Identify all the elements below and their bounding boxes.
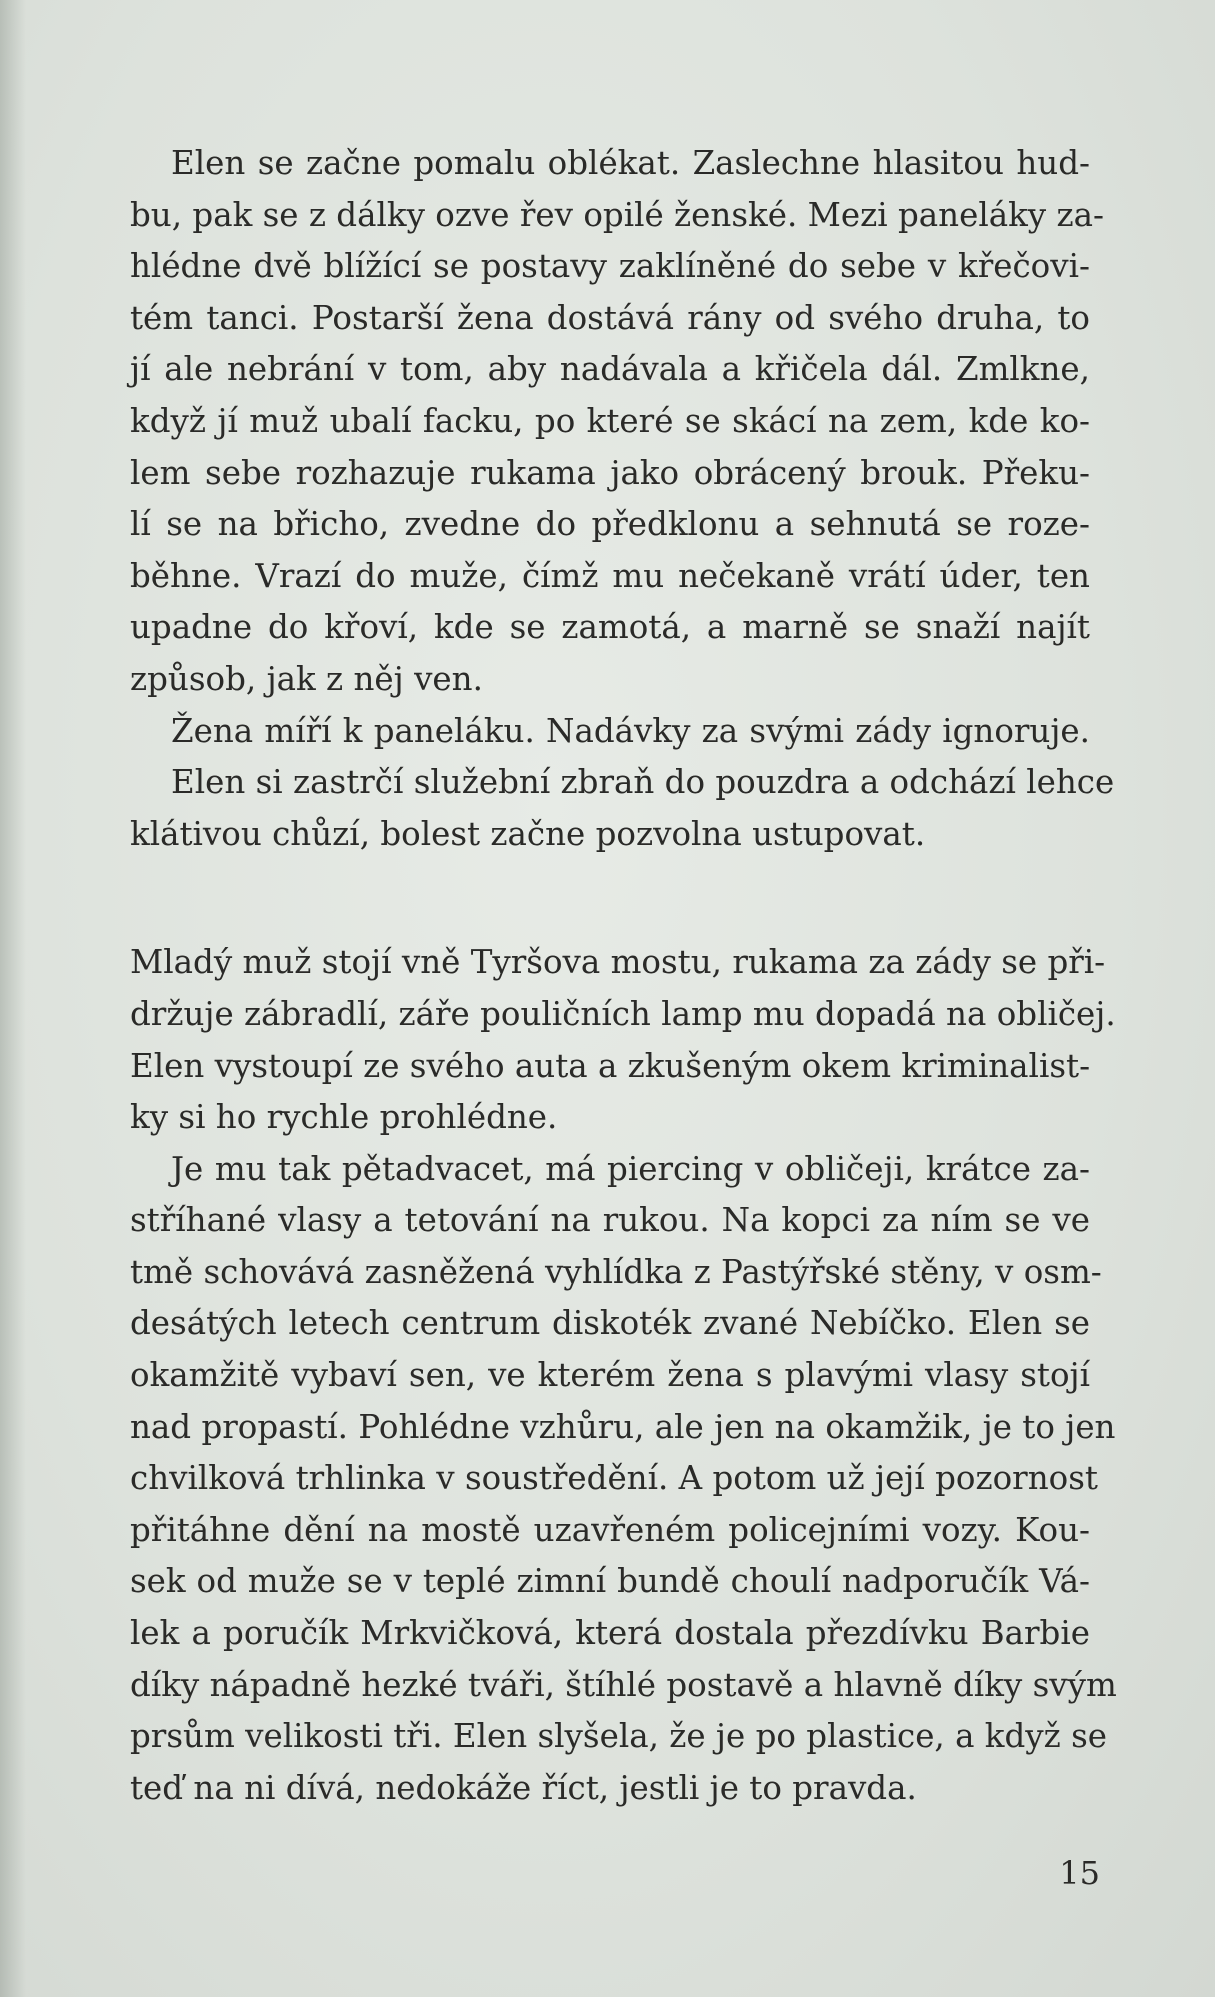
- text-line: bu, pak se z dálky ozve řev opilé ženské. Mezi paneláky za-: [130, 195, 1104, 234]
- paragraph-1: [130, 138, 1104, 706]
- text-line: prsům velikosti tři. Elen slyšela, že je po plastice, a když se: [130, 1717, 1108, 1756]
- text-line: teď na ni dívá, nedokáže říct, jestli je to pravda.: [130, 1768, 917, 1807]
- text-line: upadne do křoví, kde se zamotá, a marně se snaží najít: [130, 608, 1090, 647]
- paragraph-4: [130, 1144, 1117, 1815]
- section-break: [130, 860, 1090, 937]
- paragraph-2: [130, 706, 1115, 861]
- text-line: tmě schovává zasněžená vyhlídka z Pastýřské stěny, v osm-: [130, 1252, 1102, 1291]
- text-line: Žena míří k paneláku. Nadávky za svými zády ignoruje.: [171, 711, 1090, 750]
- text-line: běhne. Vrazí do muže, čímž mu nečekaně vrátí úder, ten: [130, 556, 1090, 595]
- text-line: Elen vystoupí ze svého auta a zkušeným okem kriminalist-: [130, 1046, 1091, 1085]
- text-line: když jí muž ubalí facku, po které se skácí na zem, kde ko-: [130, 401, 1090, 440]
- text-line: lek a poručík Mrkvičková, která dostala přezdívku Barbie: [130, 1614, 1090, 1653]
- text-line: stříhané vlasy a tetování na rukou. Na kopci za ním se ve: [130, 1201, 1090, 1240]
- text-line: lem sebe rozhazuje rukama jako obrácený brouk. Překu-: [130, 453, 1090, 492]
- text-line: přitáhne dění na mostě uzavřeném policejními vozy. Kou-: [130, 1510, 1090, 1549]
- text-line: nad propastí. Pohlédne vzhůru, ale jen na okamžik, je to jen: [130, 1407, 1116, 1446]
- text-line: držuje zábradlí, záře pouličních lamp mu dopadá na obličej.: [130, 994, 1116, 1033]
- page-edge-shadow: [0, 0, 26, 1997]
- text-line: způsob, jak z něj ven.: [130, 659, 483, 698]
- text-line: klátivou chůzí, bolest začne pozvolna ustupovat.: [130, 814, 926, 853]
- page-number: 15: [1059, 1854, 1100, 1892]
- text-line: díky nápadně hezké tváři, štíhlé postavě a hlavně díky svým: [130, 1665, 1117, 1704]
- text-line: chvilková trhlinka v soustředění. A potom už její pozornost: [130, 1459, 1098, 1498]
- page-body-text: [130, 138, 1117, 1814]
- text-line: hlédne dvě blížící se postavy zaklíněné do sebe v křečovi-: [130, 247, 1090, 286]
- text-line: desátých letech centrum diskoték zvané Nebíčko. Elen se: [130, 1304, 1090, 1343]
- text-line: ky si ho rychle prohlédne.: [130, 1098, 558, 1137]
- text-line: Elen se začne pomalu oblékat. Zaslechne hlasitou hud-: [171, 144, 1090, 182]
- paragraph-3: [130, 937, 1116, 1143]
- text-line: tém tanci. Postarší žena dostává rány od svého druha, to: [130, 298, 1090, 337]
- text-line: Elen si zastrčí služební zbraň do pouzdra a odchází lehce: [171, 763, 1115, 802]
- text-line: Mladý muž stojí vně Tyršova mostu, rukama za zády se při-: [130, 943, 1106, 982]
- text-line: sek od muže se v teplé zimní bundě choulí nadporučík Vá-: [130, 1562, 1090, 1601]
- text-line: okamžitě vybaví sen, ve kterém žena s plavými vlasy stojí: [130, 1356, 1090, 1395]
- text-line: jí ale nebrání v tom, aby nadávala a křičela dál. Zmlkne,: [130, 350, 1090, 389]
- text-line: lí se na břicho, zvedne do předklonu a sehnutá se roze-: [130, 505, 1090, 544]
- text-line: Je mu tak pětadvacet, má piercing v obličeji, krátce za-: [171, 1149, 1090, 1188]
